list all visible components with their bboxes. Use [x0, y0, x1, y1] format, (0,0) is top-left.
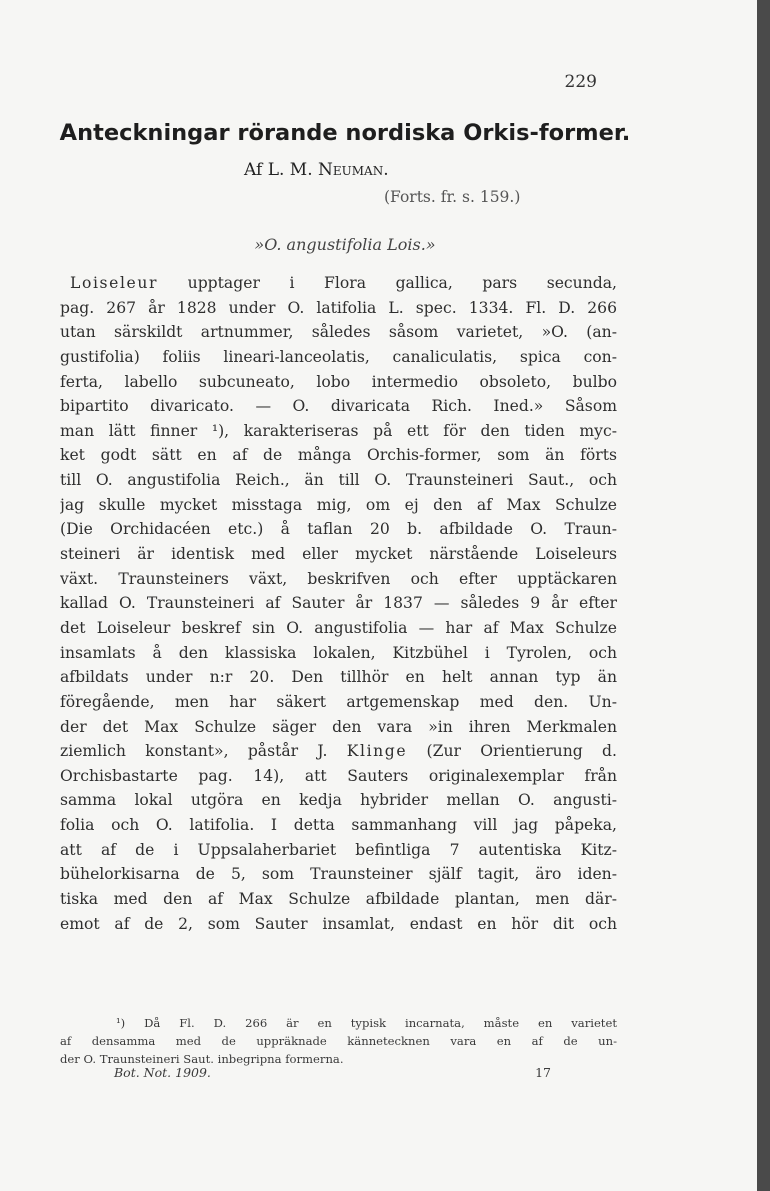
text-line-segment: kallad O. Traunsteineri af Sauter år 1837 — således 9 år efter [60, 594, 617, 613]
text-line-segment: upptager i Flora gallica, pars secunda, [158, 274, 617, 292]
text-line-segment: (Die Orchidacéen etc.) å taflan 20 b. afbildade O. Traun- [60, 520, 617, 539]
author-prefix: Af [244, 160, 263, 180]
text-line [60, 690, 617, 715]
text-line [60, 517, 617, 542]
text-line-segment: folia och O. latifolia. I detta sammanhang vill jag påpeka, [60, 816, 617, 835]
page-footer [114, 1065, 551, 1080]
text-line-segment: Orchisbastarte pag. 14), att Sauters originalexemplar från [60, 766, 617, 785]
text-line [60, 345, 617, 370]
text-line [60, 813, 617, 838]
author-name: L. M. Neuman. [267, 160, 389, 180]
text-line [60, 838, 617, 863]
text-line [60, 788, 617, 813]
text-line-segment: (Zur Orientierung d. [407, 742, 617, 761]
text-line [60, 542, 617, 567]
scan-edge [757, 0, 770, 1191]
text-line-segment: att af de i Uppsalaherbariet befintliga 7 autentiska Kitz- [60, 840, 617, 859]
footnote [60, 1014, 617, 1068]
text-line [60, 419, 617, 444]
footnote-line: der O. Traunsteineri Saut. inbegripna formerna. [60, 1052, 344, 1066]
text-line-segment: steineri är identisk med eller mycket närstående Loiseleurs [60, 545, 617, 564]
text-line-segment: ket godt sätt en af de många Orchis-former, som än förts [60, 446, 617, 465]
text-line [60, 370, 617, 395]
text-line [60, 912, 617, 937]
spaced-name: Klinge [346, 742, 408, 761]
spaced-name: Loiseleur [70, 274, 159, 292]
body-text [60, 271, 617, 936]
text-line-segment: jag skulle mycket misstaga mig, om ej den af Max Schulze [60, 495, 617, 514]
text-line-segment: emot af de 2, som Sauter insamlat, endast en hör dit och [60, 914, 617, 933]
article-title: Anteckningar rörande nordiska Orkis-former. [59, 120, 631, 146]
page-number: 229 [564, 72, 597, 92]
text-line [60, 394, 617, 419]
text-line-segment: der det Max Schulze säger den vara »in ihren Merkmalen [60, 717, 617, 736]
text-line [60, 764, 617, 789]
text-line [60, 715, 617, 740]
text-line [60, 468, 617, 493]
continuation-note: (Forts. fr. s. 159.) [384, 188, 521, 206]
text-line-segment: ziemlich konstant», påstår J. [60, 742, 347, 761]
text-line-segment: afbildats under n:r 20. Den tillhör en helt annan typ än [60, 668, 617, 687]
text-line-segment: pag. 267 år 1828 under O. latifolia L. spec. 1334. Fl. D. 266 [60, 298, 617, 317]
text-line-segment: växt. Traunsteiners växt, beskrifven och efter upptäckaren [60, 569, 617, 588]
text-line [60, 271, 617, 296]
text-line [60, 567, 617, 592]
signature-mark: 17 [535, 1065, 551, 1080]
footnote-line: af densamma med de uppräknade kännetecknen vara en af de un- [60, 1034, 617, 1048]
text-line [60, 320, 617, 345]
text-line-segment: föregående, men har säkert artgemenskap med den. Un- [60, 692, 617, 711]
text-line [60, 641, 617, 666]
text-line [60, 591, 617, 616]
text-line-segment: tiska med den af Max Schulze afbildade plantan, men där- [60, 890, 617, 909]
text-line-segment: bühelorkisarna de 5, som Traunsteiner själf tagit, äro iden- [60, 865, 617, 884]
text-line-segment: utan särskildt artnummer, således såsom varietet, »O. (an- [60, 323, 617, 342]
text-line [60, 443, 617, 468]
species-heading: »O. angustifolia Lois.» [254, 235, 436, 254]
text-line-segment: ferta, labello subcuneato, lobo intermedio obsoleto, bulbo [60, 372, 617, 391]
text-line [60, 493, 617, 518]
text-line [60, 887, 617, 912]
text-line-segment: man lätt finner ¹), karakteriseras på ett för den tiden myc- [60, 421, 617, 440]
text-line [60, 739, 617, 764]
text-line-segment: gustifolia) foliis lineari-lanceolatis, canaliculatis, spica con- [60, 347, 617, 366]
text-line [60, 862, 617, 887]
text-line [60, 296, 617, 321]
text-line-segment: insamlats å den klassiska lokalen, Kitzbühel i Tyrolen, och [60, 643, 617, 662]
text-line-segment: till O. angustifolia Reich., än till O. Traunsteineri Saut., och [60, 471, 617, 490]
text-line [60, 616, 617, 641]
text-line-segment: bipartito divaricato. — O. divaricata Rich. Ined.» Såsom [60, 397, 617, 416]
footnote-line: ¹) Då Fl. D. 266 är en typisk incarnata, måste en varietet [116, 1016, 617, 1030]
text-line [60, 665, 617, 690]
journal-reference: Bot. Not. 1909. [114, 1065, 211, 1080]
text-line-segment: det Loiseleur beskref sin O. angustifolia — har af Max Schulze [60, 618, 617, 637]
text-line-segment: samma lokal utgöra en kedja hybrider mellan O. angusti- [60, 791, 617, 810]
author-byline [244, 160, 389, 180]
